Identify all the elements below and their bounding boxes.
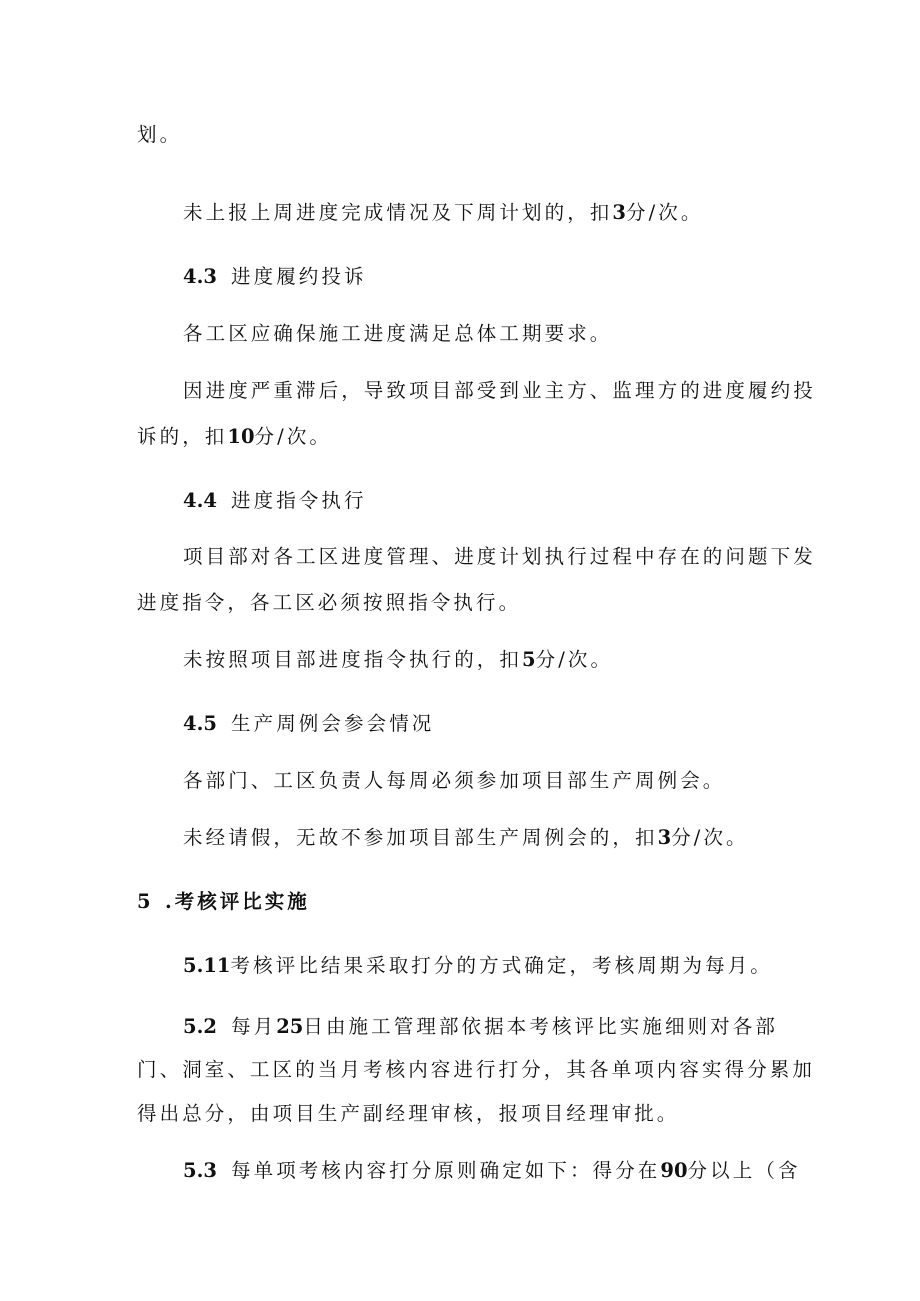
text-span: 未按照项目部进度指令执行的，扣 xyxy=(183,648,523,671)
section-title: 生产周例会参会情况 xyxy=(231,712,435,735)
text-span: 未上报上周进度完成情况及下周计划的，扣 xyxy=(183,201,613,224)
text-span: 进度指令，各工区必须按照指令执行。 xyxy=(137,591,522,614)
text-line xyxy=(183,378,816,404)
section-number: 5 xyxy=(137,890,151,913)
text-line xyxy=(183,321,612,347)
text-line xyxy=(183,200,703,226)
text-span: 划。 xyxy=(137,123,183,146)
text-span: 未经请假，无故不参加项目部生产周例会的，扣 xyxy=(183,826,658,849)
paragraph-5-3 xyxy=(183,1158,801,1184)
number-span: 5 xyxy=(522,648,536,671)
text-line xyxy=(137,1101,679,1127)
section-number: 4.3 xyxy=(183,265,217,288)
section-title: 进度履约投诉 xyxy=(231,265,367,288)
number-span: 90 xyxy=(660,1159,688,1182)
section-number: 5.3 xyxy=(183,1159,217,1182)
paragraph-5-1-1 xyxy=(183,953,773,979)
text-span: 每单项考核内容打分原则确定如下：得分在 xyxy=(231,1159,661,1182)
section-number: 5.11 xyxy=(183,954,231,977)
text-span: 考核评比结果采取打分的方式确定，考核周期为每月。 xyxy=(230,954,773,977)
text-span: 因进度严重滞后，导致项目部受到业主方、监理方的进度履约投 xyxy=(183,379,816,402)
text-line xyxy=(183,825,749,851)
section-title: 进度指令执行 xyxy=(231,489,367,512)
text-line xyxy=(137,424,332,450)
text-span: 每月 xyxy=(231,1015,277,1038)
section-heading-4-4 xyxy=(183,488,367,514)
text-span: 得出总分，由项目生产副经理审核，报项目经理审批。 xyxy=(137,1102,680,1125)
text-line xyxy=(183,768,725,794)
text-line xyxy=(183,544,816,570)
text-span: 日由施工管理部依据本考核评比实施细则对各部 xyxy=(303,1015,778,1038)
paragraph-5-2 xyxy=(183,1014,778,1040)
number-span: 3 xyxy=(657,826,672,849)
section-number: 5.2 xyxy=(183,1015,217,1038)
section-heading-4-3 xyxy=(183,264,367,290)
text-span: 诉的，扣 xyxy=(137,425,228,448)
text-span: 项目部对各工区进度管理、进度计划执行过程中存在的问题下发 xyxy=(183,545,816,568)
section-title: .考核评比实施 xyxy=(165,890,310,913)
text-span: 分/次。 xyxy=(625,201,704,224)
text-line xyxy=(137,122,182,148)
text-line xyxy=(183,647,613,673)
section-heading-4-5 xyxy=(183,711,434,737)
section-heading-5 xyxy=(137,889,310,915)
text-line xyxy=(137,590,521,616)
text-span: 分/次。 xyxy=(535,648,614,671)
text-span: 分以上（含 xyxy=(687,1159,801,1182)
section-number: 4.4 xyxy=(183,489,217,512)
text-line xyxy=(137,1057,815,1083)
text-span: 各工区应确保施工进度满足总体工期要求。 xyxy=(183,322,613,345)
number-span: 3 xyxy=(612,201,626,224)
text-span: 门、洞室、工区的当月考核内容进行打分，其各单项内容实得分累加 xyxy=(137,1058,816,1081)
text-span: 各部门、工区负责人每周必须参加项目部生产周例会。 xyxy=(183,769,726,792)
section-number: 4.5 xyxy=(183,712,217,735)
number-span: 10 xyxy=(227,425,255,448)
text-span: 分/次。 xyxy=(671,826,749,849)
text-span: 分/次。 xyxy=(254,425,333,448)
number-span: 25 xyxy=(276,1015,304,1038)
